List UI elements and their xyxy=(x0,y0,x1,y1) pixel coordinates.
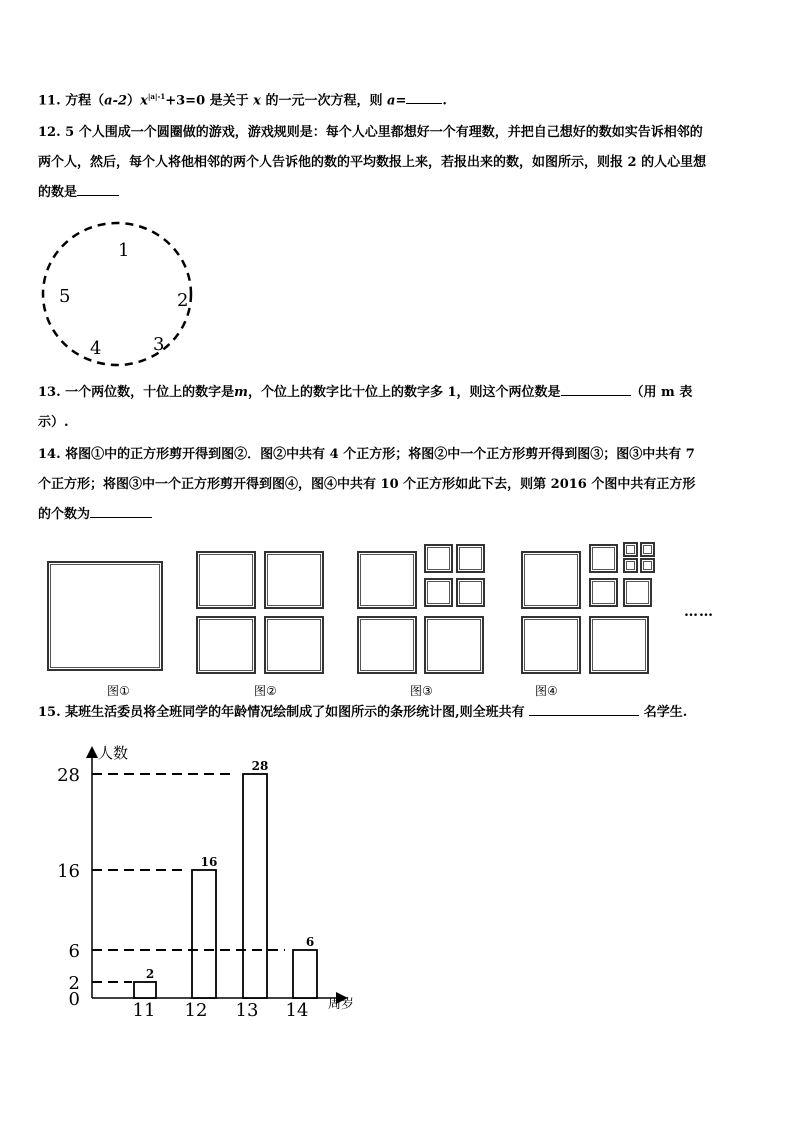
data-label: 28 xyxy=(251,759,269,773)
q11-prefix: 方程（ xyxy=(65,93,105,109)
y-tick-label: 2 xyxy=(68,973,80,994)
q14-line1: 将图①中的正方形剪开得到图②．图②中共有 4 个正方形；将图②中一个正方形剪开得到图③；图③中共有 7 xyxy=(65,447,695,462)
figure-3-small-square xyxy=(424,544,453,573)
data-label: 6 xyxy=(305,935,315,949)
figure-3-square xyxy=(357,616,417,674)
question-number: 12. xyxy=(38,125,61,140)
circle-number: 2 xyxy=(177,290,189,311)
question-12 xyxy=(38,118,760,208)
figure-3-small-square xyxy=(424,578,453,607)
figure-4-square xyxy=(521,616,581,674)
age-bar-chart xyxy=(40,740,380,1020)
circle-number: 3 xyxy=(153,334,165,355)
q15-text-a: 某班生活委员将全班同学的年龄情况绘制成了如图所示的条形统计图,则全班共有 xyxy=(65,705,525,720)
figure-3-square xyxy=(357,551,417,609)
squares-figures xyxy=(0,540,794,710)
figure-4-tiny-square xyxy=(623,542,638,557)
q13-var-m: m xyxy=(234,385,248,400)
q11-rest: +3=0 是关于 xyxy=(165,93,249,109)
data-label: 2 xyxy=(145,967,155,981)
q11-end: . xyxy=(442,93,447,109)
figure-4-square xyxy=(589,616,649,674)
figure-2-square xyxy=(264,551,324,609)
x-axis-label: 周岁 xyxy=(328,997,355,1012)
q13-line2: 示）. xyxy=(38,415,69,430)
figure-4-small-square xyxy=(623,578,652,607)
question-number: 11. xyxy=(38,93,61,109)
answer-blank[interactable] xyxy=(561,381,631,396)
answer-blank[interactable] xyxy=(90,503,152,518)
q13-line1b: ，个位上的数字比十位上的数字多 1，则这个两位数是 xyxy=(247,385,561,400)
y-axis-label: 人数 xyxy=(98,744,129,762)
q11-eq: = xyxy=(395,93,407,109)
x-tick-label: 11 xyxy=(132,1000,156,1020)
figure-4-tiny-square xyxy=(623,558,638,573)
figure-4-small-square xyxy=(589,578,618,607)
q11-a-minus-2: a-2 xyxy=(104,93,128,109)
y-tick-label: 28 xyxy=(57,765,80,786)
figure-label: 图① xyxy=(107,684,130,698)
circle-number: 1 xyxy=(118,240,130,261)
q13-line1a: 一个两位数，十位上的数字是 xyxy=(65,385,235,400)
q12-line2: 两个人，然后，每个人将他相邻的两个人告诉他的数的平均数报上来，若报出来的数，如图所示，则报 2 的人心里想 xyxy=(38,155,707,170)
figure-3-square xyxy=(424,616,484,674)
y-tick-label: 16 xyxy=(57,861,80,882)
q14-line2: 个正方形；将图③中一个正方形剪开得到图④，图④中共有 10 个正方形如此下去，则第 2016 个图中共有正方形 xyxy=(38,477,696,492)
q11-var-x: x xyxy=(253,93,261,109)
bar xyxy=(243,774,267,998)
answer-blank[interactable] xyxy=(529,701,639,716)
figure-2-square xyxy=(196,616,256,674)
figure-4-square xyxy=(521,551,581,609)
q11-var-a: a xyxy=(387,93,396,109)
figure-3-small-square xyxy=(456,544,485,573)
y-tick-label: 6 xyxy=(68,941,80,962)
bar xyxy=(134,982,156,998)
q11-exponent: |a|-1 xyxy=(147,92,166,101)
y-tick-label: 0 xyxy=(68,989,80,1010)
circle-figure xyxy=(40,220,196,370)
ellipsis: …… xyxy=(684,604,714,620)
figure-4-tiny-square xyxy=(640,558,655,573)
question-number: 15. xyxy=(38,705,61,720)
bar xyxy=(192,870,216,998)
data-label: 16 xyxy=(200,855,218,869)
figure-4-small-square xyxy=(589,544,618,573)
question-14 xyxy=(38,440,760,530)
circle-number: 5 xyxy=(59,286,71,307)
answer-blank[interactable] xyxy=(77,181,119,196)
x-tick-label: 12 xyxy=(184,1000,208,1020)
figure-label: 图④ xyxy=(535,684,558,698)
figure-1-square xyxy=(47,561,163,671)
q12-line3: 的数是 xyxy=(38,185,78,200)
bar xyxy=(293,950,317,998)
q14-line3: 的个数为 xyxy=(38,507,91,522)
figure-2-square xyxy=(196,551,256,609)
question-11 xyxy=(38,82,760,116)
q11-x: x xyxy=(140,93,148,109)
figure-4-tiny-square xyxy=(640,542,655,557)
question-15 xyxy=(38,698,760,728)
q11-rest2: 的一元一次方程，则 xyxy=(265,93,383,109)
q11-close-paren: ） xyxy=(127,93,141,109)
question-number: 14. xyxy=(38,447,61,462)
question-number: 13. xyxy=(38,385,61,400)
q13-line1c: （用 m 表 xyxy=(630,385,693,400)
figure-label: 图② xyxy=(254,684,277,698)
question-13 xyxy=(38,378,760,438)
figure-label: 图③ xyxy=(410,684,433,698)
answer-blank[interactable] xyxy=(406,89,442,104)
circle-number: 4 xyxy=(90,338,102,359)
figure-3-small-square xyxy=(456,578,485,607)
x-tick-label: 14 xyxy=(285,1000,309,1020)
q15-text-b: 名学生. xyxy=(643,705,688,720)
q12-line1: 5 个人围成一个圆圈做的游戏，游戏规则是：每个人心里都想好一个有理数，并把自己想好的数如实告诉相邻的 xyxy=(65,125,703,140)
x-tick-label: 13 xyxy=(235,1000,259,1020)
figure-2-square xyxy=(264,616,324,674)
